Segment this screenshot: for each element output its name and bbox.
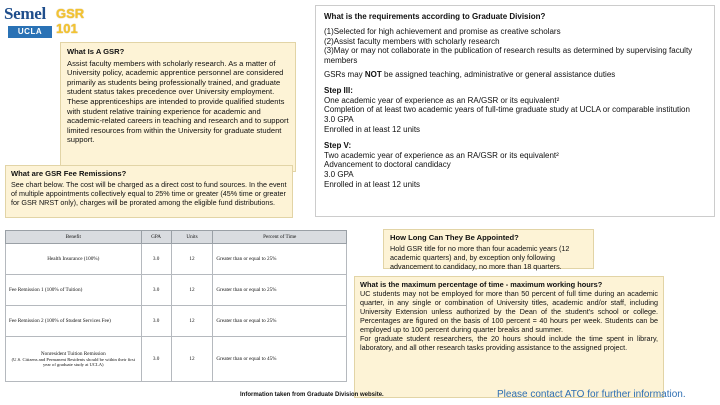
requirements-question: What is the requirements according to Graduate Division?: [324, 12, 546, 21]
what-is-gsr-body: Assist faculty members with scholarly research. As a matter of University policy, academic apprentice personnel are considered primarily as students being professionally trained, and graduate student status takes precedence over University employment. These apprenticeships are intended to provide qualified students with student relative training experience for academic and academic-related careers in teaching and research and to support limited resources from within the University for graduate student support.: [67, 58, 289, 145]
table-header-row: [6, 231, 347, 244]
step5-line: Advancement to doctoral candidacy: [324, 160, 451, 170]
benefit-cell: [6, 337, 142, 382]
gpa-cell: 3.0: [141, 275, 171, 306]
benefit-cell: Fee Remission 1 (100% of Tuition): [6, 275, 142, 306]
gpa-cell: 3.0: [141, 337, 171, 382]
fee-remission-table: [5, 230, 347, 382]
what-is-gsr-heading: What Is A GSR?: [67, 47, 125, 56]
gpa-cell: 3.0: [141, 306, 171, 337]
working-hours-body-2: For graduate student researchers, the 20 hours should include the time spent in library, laboratory, and all other research tasks providing assistance to the assigned project.: [360, 334, 658, 352]
table-header: Benefit: [6, 231, 142, 244]
step3-line: One academic year of experience as an RA/GSR or its equivalent²: [324, 95, 560, 105]
source-note: Information taken from Graduate Division website.: [240, 392, 384, 398]
requirements-panel: [315, 5, 715, 217]
step5-line: 3.0 GPA: [324, 170, 354, 180]
logo-ucla-badge: UCLA: [8, 26, 52, 38]
requirement-item: (2)Assist faculty members with scholarly research: [324, 36, 500, 46]
logo-semel-text: Semel: [4, 4, 46, 23]
units-cell: 12: [171, 244, 213, 275]
percent-cell: Greater than or equal to 25%: [213, 306, 347, 337]
percent-cell: Greater than or equal to 45%: [213, 337, 347, 382]
step3-label: Step III:: [324, 85, 353, 95]
step3-line: Enrolled in at least 12 units: [324, 124, 421, 134]
working-hours-body: UC students may not be employed for more than 50 percent of full time during an academic quarter, in any single or combination of University titles, academic and/or staff, including University Extension unless authorized by the Dean of the student's school or college. Percentages are figured on the basis of 100 percent = 40 hours per week. Students can be employed up to 100 percent during quarter breaks and summer.: [360, 289, 658, 334]
percent-cell: Greater than or equal to 25%: [213, 244, 347, 275]
gpa-cell: 3.0: [141, 244, 171, 275]
requirement-item: (1)Selected for high achievement and promise as creative scholars: [324, 26, 561, 36]
appointment-body: Hold GSR title for no more than four academic years (12 academic quarters) and, by exception only following advancement to candidacy, no more than 18 quarters.: [390, 244, 570, 271]
working-hours-box: [354, 276, 664, 398]
step5-line: Two academic year of experience as an RA/GSR or its equivalent²: [324, 150, 559, 160]
not-assigned-note: GSRs may NOT be assigned teaching, administrative or general assistance duties: [324, 69, 616, 79]
units-cell: 12: [171, 306, 213, 337]
working-hours-heading: What is the maximum percentage of time - maximum working hours?: [360, 280, 603, 289]
table-header: Percent of Time: [213, 231, 347, 244]
page-title: GSR 101: [56, 6, 85, 36]
step5-label: Step V:: [324, 140, 352, 150]
step3-line: Completion of at least two academic years of full-time graduate study at UCLA or comparable institution: [324, 105, 690, 115]
benefit-cell: Fee Remission 2 (100% of Student Services Fee): [6, 306, 142, 337]
step3-line: 3.0 GPA: [324, 115, 354, 125]
benefit-note: (U.S. Citizens and Permanent Residents should be within their first year of graduate study at UCLA): [11, 357, 135, 367]
requirement-item: (3)May or may not collaborate in the publication of research results as determined by supervising faculty members: [324, 46, 693, 66]
benefit-name: Nonresident Tuition Remission: [40, 351, 106, 357]
units-cell: 12: [171, 275, 213, 306]
table-row: [6, 337, 347, 382]
step5-line: Enrolled in at least 12 units: [324, 179, 421, 189]
semel-ucla-logo: [4, 4, 86, 40]
fee-remissions-box: [5, 165, 293, 218]
appointment-heading: How Long Can They Be Appointed?: [390, 233, 519, 242]
table-header: Units: [171, 231, 213, 244]
fee-remissions-body: See chart below. The cost will be charged as a direct cost to fund sources. In the event of multiple appointments collectively equal to 25% time or greater (45% time or greater for GSR NRST only), charges will be prorated among the eligible fund distributions.: [11, 180, 287, 207]
fee-remissions-heading: What are GSR Fee Remissions?: [11, 169, 127, 178]
table-row: [6, 306, 347, 337]
what-is-gsr-box: [60, 42, 296, 172]
percent-cell: Greater than or equal to 25%: [213, 275, 347, 306]
benefit-cell: Health Insurance (100%): [6, 244, 142, 275]
table-header: GPA: [141, 231, 171, 244]
contact-note: Please contact ATO for further information.: [497, 389, 686, 400]
table-row: [6, 275, 347, 306]
appointment-length-box: [383, 229, 594, 269]
units-cell: 12: [171, 337, 213, 382]
table-row: [6, 244, 347, 275]
